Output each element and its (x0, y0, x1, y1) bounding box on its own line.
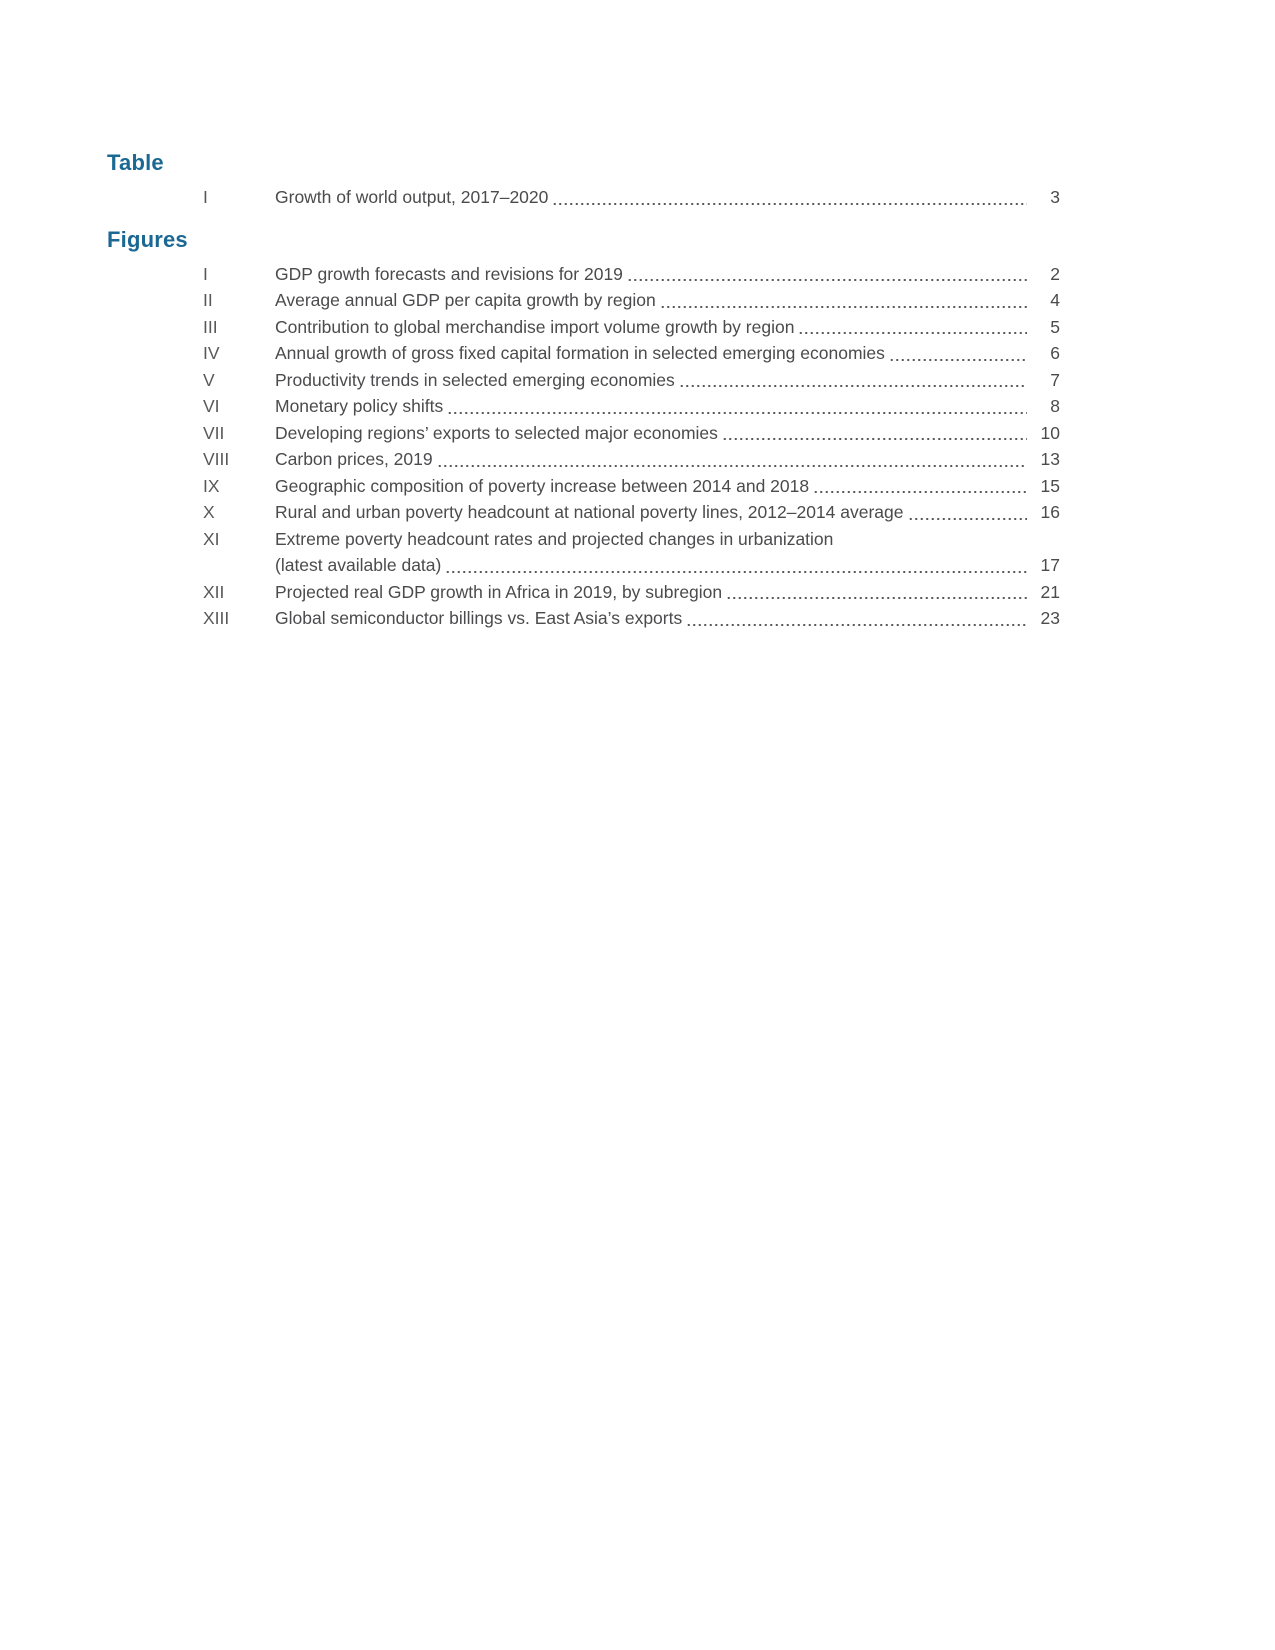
entry-body (275, 499, 1060, 526)
dot-leader (813, 479, 1027, 499)
entry-page: 13 (1040, 449, 1060, 469)
entry-body (275, 526, 1060, 579)
entry-page: 5 (1050, 316, 1060, 337)
toc-line (275, 499, 1060, 526)
toc-line (275, 184, 1060, 211)
toc-line (275, 287, 1060, 314)
toc-line (275, 393, 1060, 420)
dot-leader (679, 373, 1027, 393)
entry-title: GDP growth forecasts and revisions for 2019 (275, 263, 623, 284)
toc-line (275, 552, 1060, 579)
entry-title: Global semiconductor billings vs. East Asia’s exports (275, 608, 683, 628)
entry-body (275, 473, 1060, 500)
entry-title: Rural and urban poverty headcount at national poverty lines, 2012–2014 average (275, 502, 904, 522)
entry-numeral: XIII (203, 608, 230, 628)
toc-line (275, 526, 1060, 553)
entry-title: Monetary policy shifts (275, 396, 444, 416)
entry-title: Annual growth of gross fixed capital formation in selected emerging economies (275, 343, 885, 363)
toc-entry (203, 367, 1060, 394)
entry-body (275, 605, 1060, 632)
entry-title: Carbon prices, 2019 (275, 449, 433, 469)
entry-numeral: IX (203, 475, 220, 496)
entry-numeral: VII (203, 422, 225, 443)
entry-page: 4 (1050, 290, 1060, 310)
entry-body (275, 261, 1060, 288)
entry-page: 8 (1050, 396, 1060, 416)
toc-line (275, 420, 1060, 447)
entry-body (275, 287, 1060, 314)
entry-title: Developing regions’ exports to selected major economies (275, 422, 718, 443)
entry-title: (latest available data) (275, 555, 442, 575)
toc-entry (203, 184, 1060, 211)
entry-numeral: V (203, 369, 215, 390)
toc-line (275, 367, 1060, 394)
entry-page: 15 (1040, 475, 1060, 496)
entry-title: Extreme poverty headcount rates and projected changes in urbanization (275, 528, 834, 549)
entry-body (275, 367, 1060, 394)
entry-body (275, 579, 1060, 606)
entry-page: 23 (1040, 608, 1060, 628)
entry-numeral: XII (203, 581, 225, 602)
entry-title: Projected real GDP growth in Africa in 2019, by subregion (275, 581, 723, 602)
entry-numeral: VI (203, 396, 220, 416)
toc-line (275, 605, 1060, 632)
dot-leader (627, 267, 1027, 287)
entry-page: 21 (1040, 581, 1060, 602)
entry-page: 3 (1050, 187, 1060, 207)
toc-entry (203, 340, 1060, 367)
toc-entry (203, 473, 1060, 500)
figures-section-heading: Figures (107, 226, 188, 252)
toc-entry (203, 261, 1060, 288)
dot-leader (660, 294, 1027, 314)
entry-numeral: I (203, 187, 208, 207)
entry-page: 2 (1050, 263, 1060, 284)
toc-entry (203, 446, 1060, 473)
entry-title: Growth of world output, 2017–2020 (275, 187, 549, 207)
entry-body (275, 184, 1060, 211)
toc-line (275, 261, 1060, 288)
entry-page: 17 (1040, 555, 1060, 575)
entry-body (275, 446, 1060, 473)
toc-entry (203, 579, 1060, 606)
entry-numeral: IV (203, 343, 220, 363)
entry-title: Productivity trends in selected emerging economies (275, 369, 675, 390)
dot-leader (437, 453, 1027, 473)
entry-numeral: III (203, 316, 218, 337)
entry-body (275, 340, 1060, 367)
table-section-heading: Table (107, 150, 164, 175)
dot-leader (447, 400, 1027, 420)
entry-numeral: XI (203, 528, 220, 549)
entry-numeral: II (203, 290, 213, 310)
toc-line (275, 314, 1060, 341)
toc-line (275, 446, 1060, 473)
dot-leader (889, 347, 1027, 367)
entry-title: Contribution to global merchandise import volume growth by region (275, 316, 795, 337)
entry-page: 10 (1040, 422, 1060, 443)
figure-entries (203, 261, 1060, 632)
table-entries (203, 184, 1060, 211)
entry-title: Average annual GDP per capita growth by region (275, 290, 656, 310)
entry-page: 16 (1040, 502, 1060, 522)
toc-line (275, 579, 1060, 606)
toc-entry (203, 420, 1060, 447)
entry-numeral: X (203, 502, 215, 522)
toc-line (275, 340, 1060, 367)
toc-entry (203, 526, 1060, 579)
entry-page: 6 (1050, 343, 1060, 363)
toc-entry (203, 287, 1060, 314)
toc-entry (203, 605, 1060, 632)
toc-entry (203, 499, 1060, 526)
dot-leader (445, 559, 1027, 579)
toc-line (275, 473, 1060, 500)
dot-leader (726, 585, 1027, 605)
entry-body (275, 393, 1060, 420)
dot-leader (686, 612, 1027, 632)
dot-leader (908, 506, 1028, 526)
entry-numeral: I (203, 263, 208, 284)
toc-content (107, 150, 1060, 632)
entry-body (275, 420, 1060, 447)
entry-body (275, 314, 1060, 341)
toc-entry (203, 314, 1060, 341)
dot-leader (722, 426, 1027, 446)
entry-page: 7 (1050, 369, 1060, 390)
dot-leader (798, 320, 1027, 340)
toc-entry (203, 393, 1060, 420)
entry-numeral: VIII (203, 449, 230, 469)
dot-leader (552, 191, 1027, 211)
entry-title: Geographic composition of poverty increase between 2014 and 2018 (275, 475, 810, 496)
